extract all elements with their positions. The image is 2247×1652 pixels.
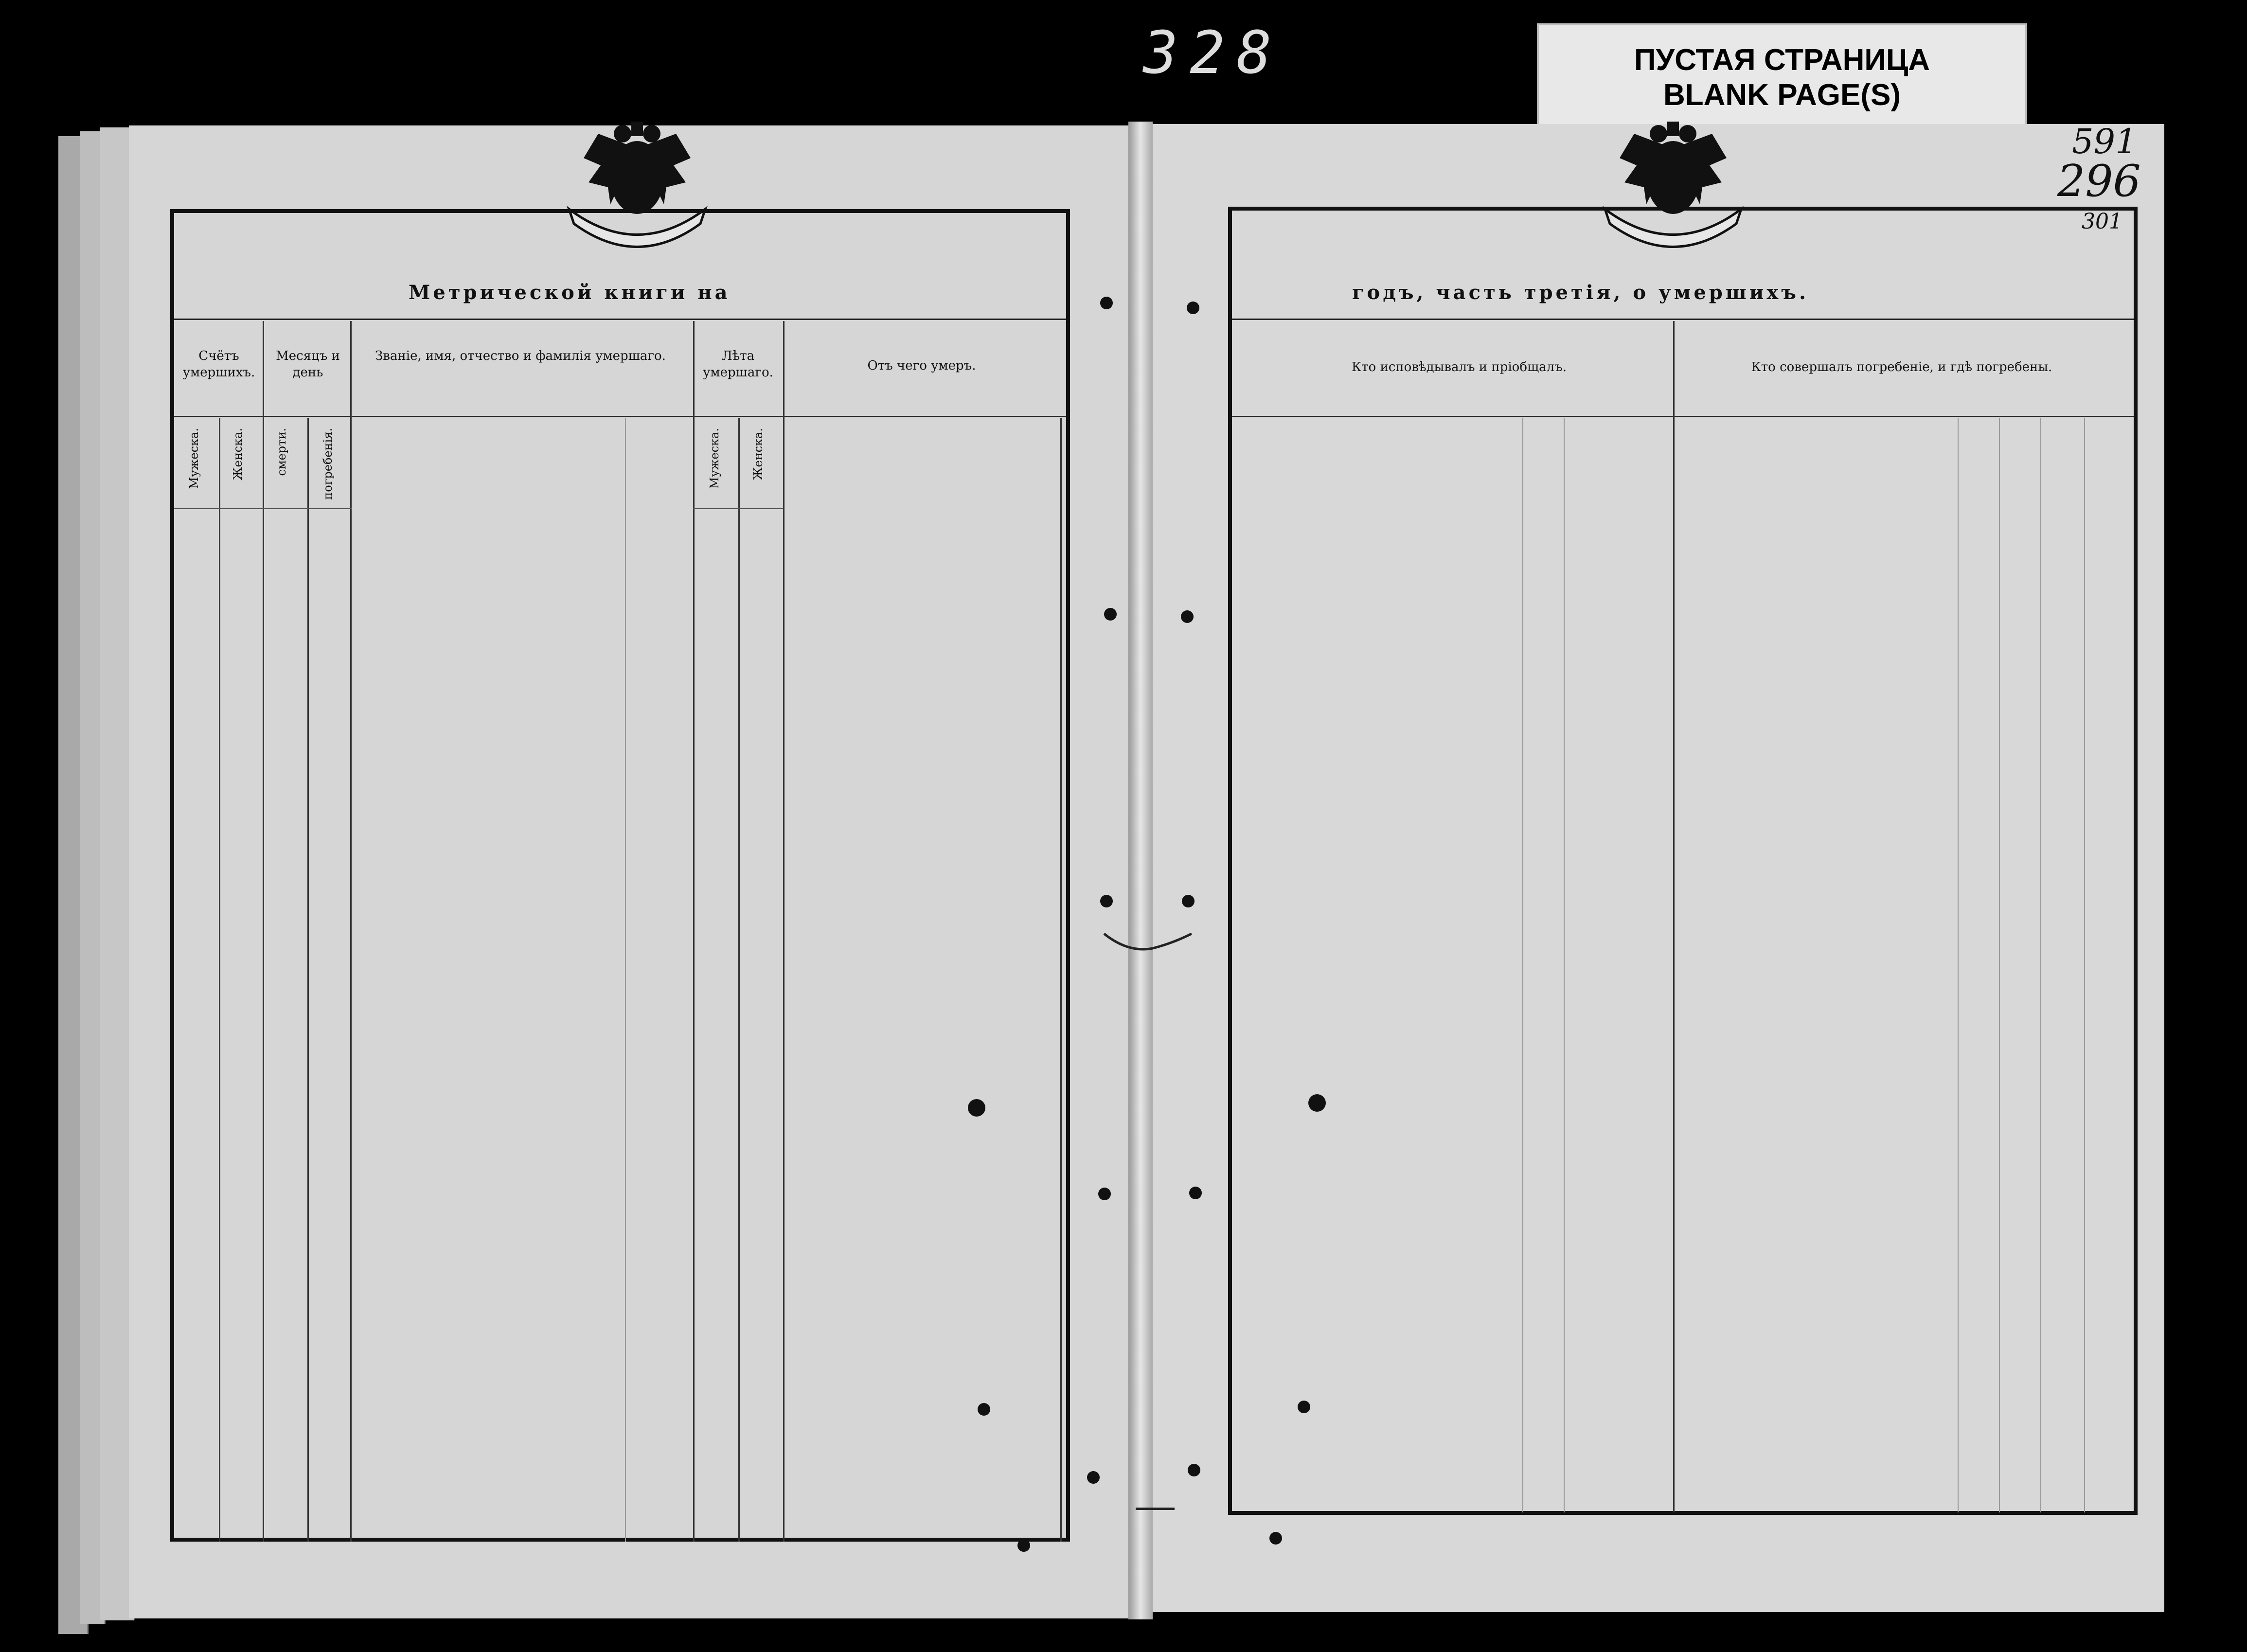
- subheader-male: Мужеска.: [187, 428, 201, 489]
- binding-hole: [1087, 1471, 1100, 1484]
- handwritten-top-number: 591: [2072, 122, 2137, 161]
- header-month: Месяцъ и день: [276, 349, 340, 380]
- col-divider: [350, 321, 352, 1542]
- binding-hole: [1181, 610, 1194, 623]
- faint-guide: [1999, 418, 2000, 1512]
- subheader-burial: погребенія.: [321, 428, 335, 500]
- blank-page-label-ru: ПУСТАЯ СТРАНИЦА: [1634, 43, 1930, 77]
- book-spine: [1128, 122, 1153, 1619]
- sub-divider: [307, 418, 309, 1542]
- sub-divider: [738, 418, 740, 1542]
- sub-divider: [219, 418, 220, 1542]
- handwritten-page-number: 301: [2082, 209, 2122, 234]
- binding-hole: [1298, 1401, 1310, 1413]
- faint-guide: [2040, 418, 2041, 1512]
- blank-page-label-en: BLANK PAGE(S): [1663, 78, 1901, 112]
- header-age: Лѣта умершаго.: [703, 349, 773, 380]
- binding-hole: [1017, 1539, 1030, 1552]
- binding-hole: [1269, 1532, 1282, 1545]
- header-count: Счётъ умершихъ.: [182, 349, 255, 380]
- sub-rule: [693, 508, 783, 509]
- binding-hole: [968, 1099, 985, 1117]
- col-divider: [1060, 418, 1062, 1542]
- right-table-frame: [1228, 207, 2138, 1515]
- binding-hole: [1188, 1464, 1200, 1476]
- subheader-female: Женска.: [231, 428, 245, 480]
- blank-page-label: [1537, 23, 2027, 132]
- binding-thread: [1099, 924, 1196, 963]
- handwritten-folio-number: 296: [2057, 156, 2141, 207]
- left-header-rule: [174, 416, 1066, 417]
- faint-guide: [1564, 418, 1565, 1512]
- header-rank: Званіе, имя, отчество и фамилія умершаго.: [375, 349, 666, 363]
- col-divider: [263, 321, 264, 1542]
- col-divider: [693, 321, 695, 1542]
- header-cause: Отъ чего умеръ.: [867, 358, 976, 373]
- right-header-rule: [1232, 416, 2134, 417]
- left-title-rule: [174, 319, 1066, 320]
- faint-guide: [625, 418, 626, 1542]
- faint-guide: [2084, 418, 2085, 1512]
- binding-hole: [1187, 302, 1199, 314]
- left-table-frame: [170, 209, 1070, 1542]
- binding-thread: [1136, 1508, 1175, 1510]
- faint-guide: [1958, 418, 1959, 1512]
- binding-hole: [1098, 1188, 1111, 1200]
- subheader-death: смерти.: [275, 428, 288, 476]
- sub-rule: [174, 508, 352, 509]
- film-frame-number: 328: [1143, 19, 1284, 87]
- binding-hole: [1182, 895, 1195, 907]
- binding-hole: [978, 1403, 990, 1416]
- right-title-rule: [1232, 319, 2134, 320]
- header-confessor: Кто исповѣдывалъ и пріобщалъ.: [1352, 360, 1567, 374]
- subheader-age-female: Женска.: [751, 428, 765, 480]
- binding-hole: [1100, 895, 1113, 907]
- col-divider: [783, 321, 785, 1542]
- left-page-title: Метрической книги на: [409, 281, 731, 304]
- binding-hole: [1189, 1187, 1202, 1199]
- subheader-age-male: Мужеска.: [708, 428, 721, 489]
- right-page-title: годъ, часть третія, о умершихъ.: [1352, 281, 1809, 304]
- binding-hole: [1308, 1094, 1326, 1112]
- faint-guide: [1522, 418, 1523, 1512]
- header-burial: Кто совершалъ погребеніе, и гдѣ погребены.: [1751, 360, 2052, 374]
- binding-hole: [1100, 297, 1113, 309]
- col-divider: [1673, 321, 1675, 1512]
- binding-hole: [1104, 608, 1117, 621]
